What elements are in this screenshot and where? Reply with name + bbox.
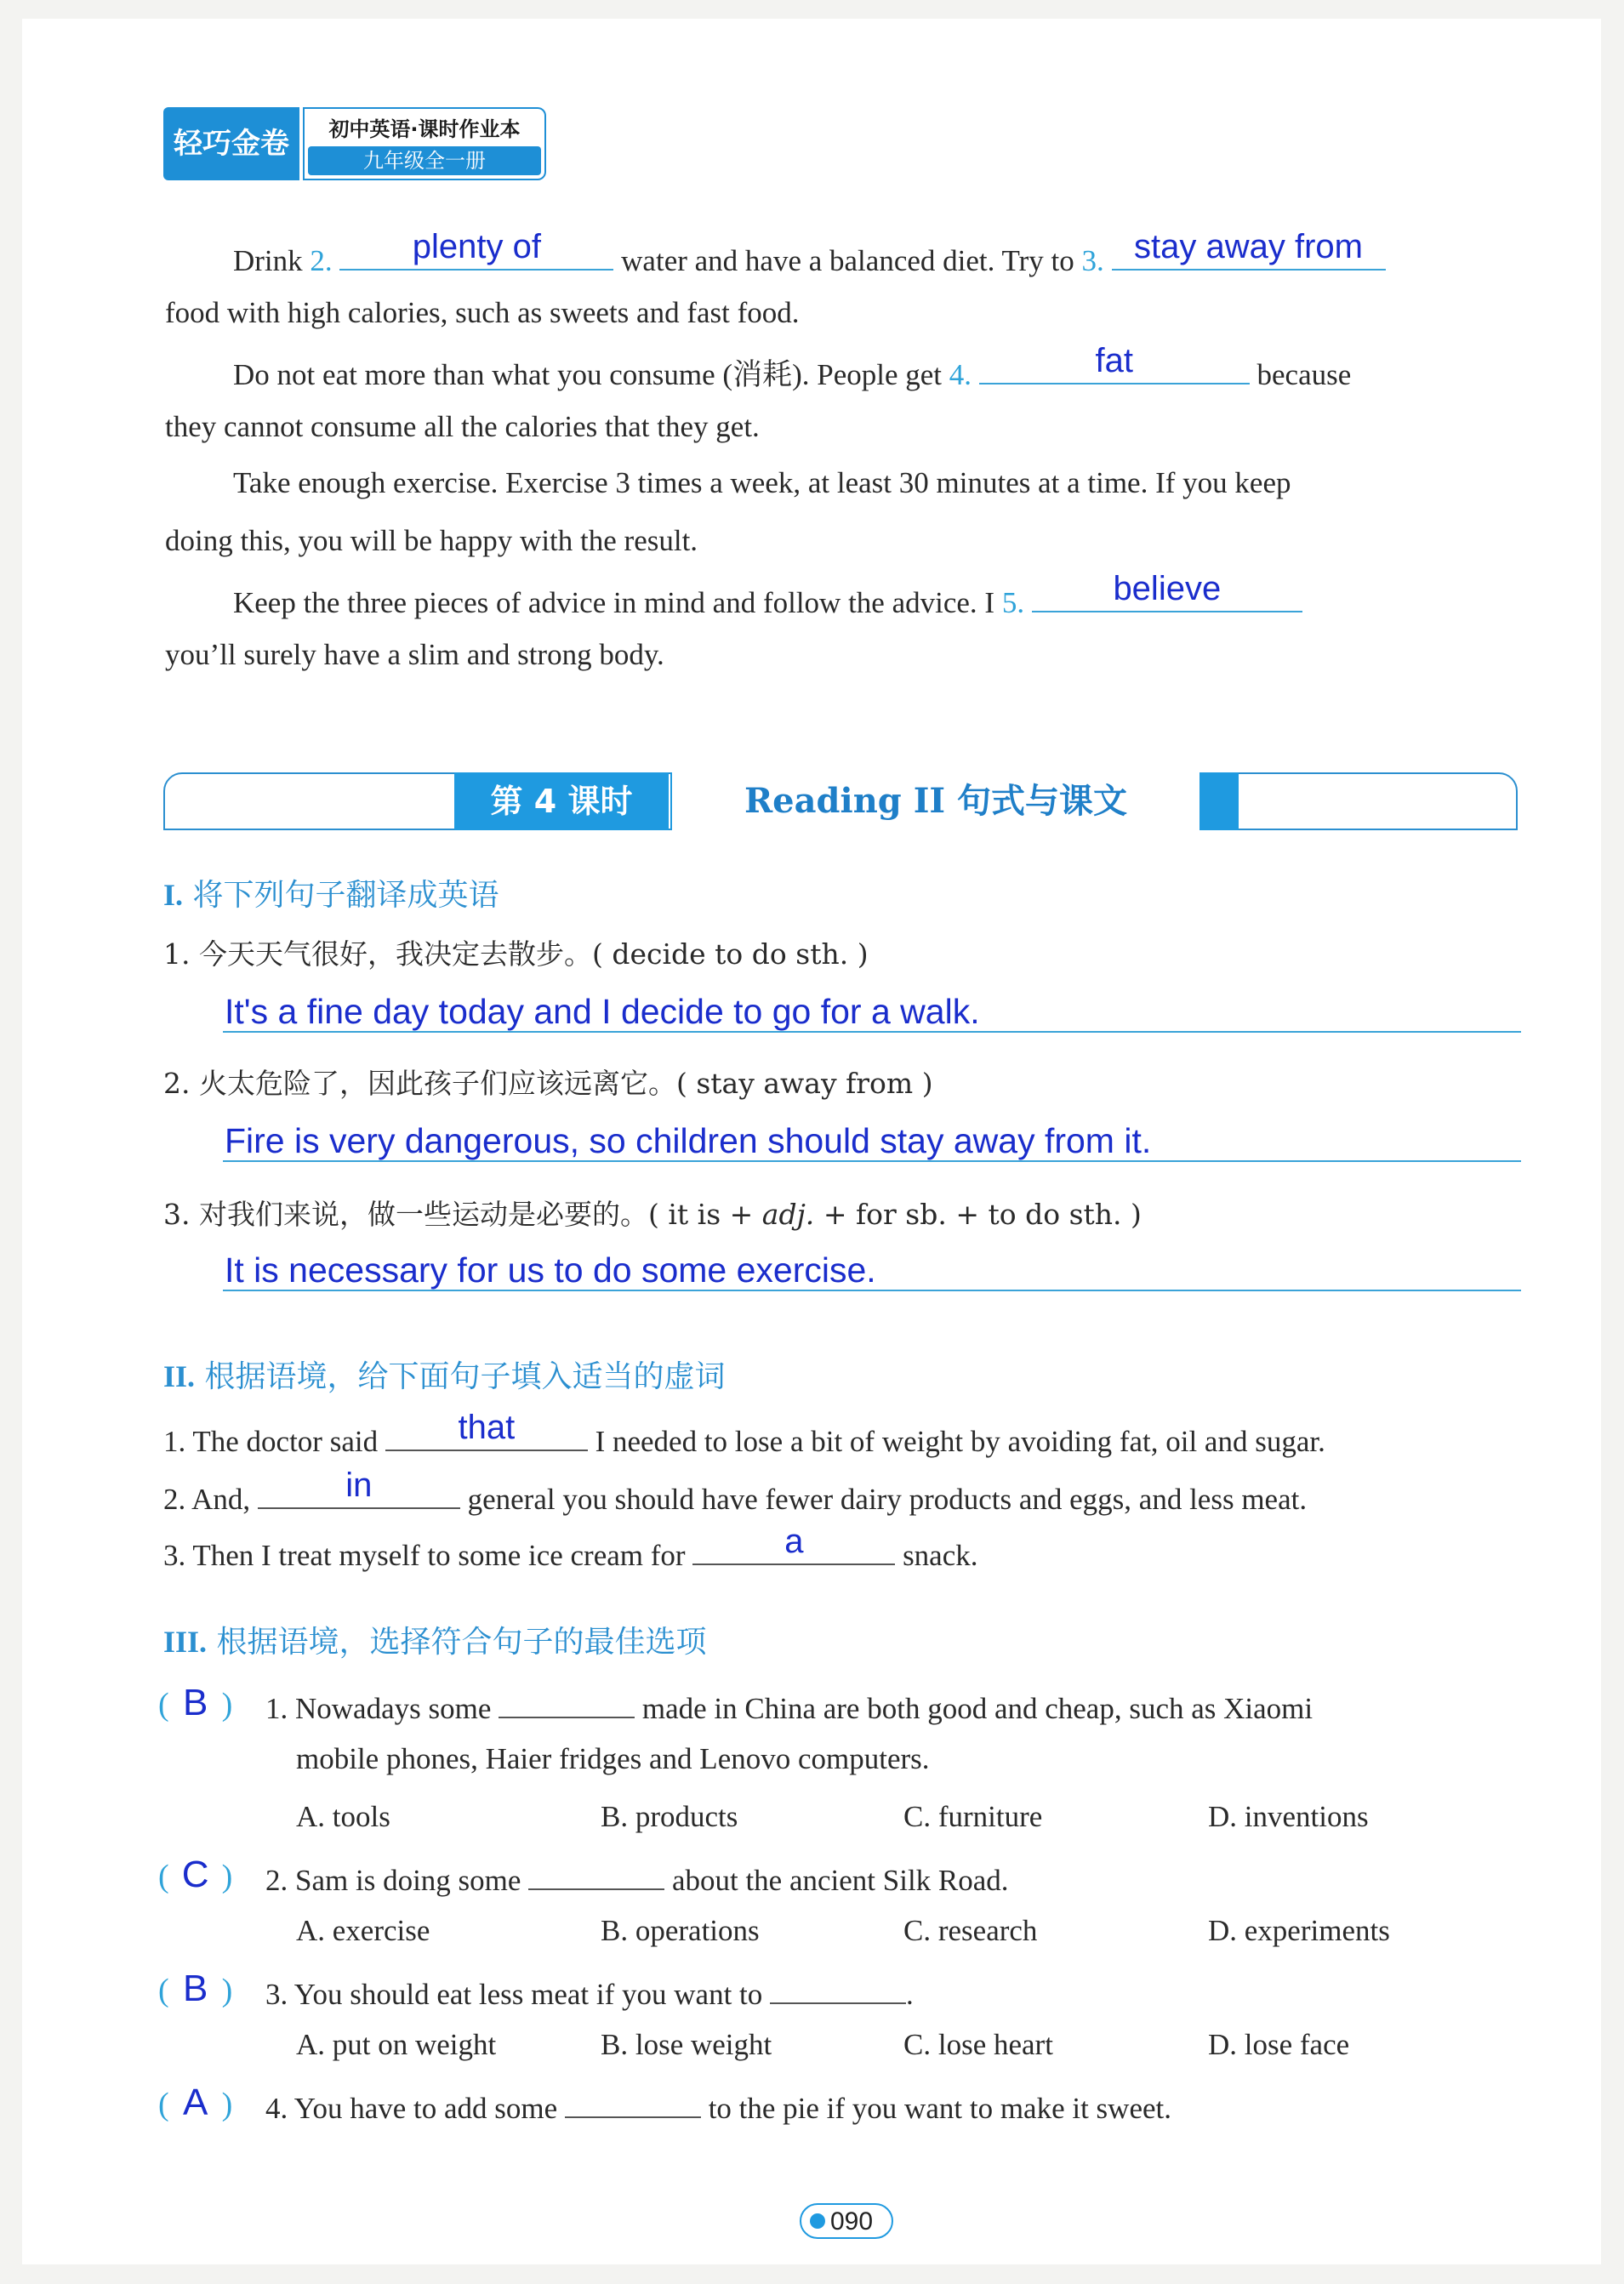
passage-line-7: Keep the three pieces of advice in mind and follow the advice. I 5. believe — [233, 580, 1302, 620]
lesson-title: Reading II 句式与课文 — [670, 772, 1201, 830]
passage-line-4: they cannot consume all the calories that they get. — [165, 410, 760, 443]
s1-answer-3[interactable]: It is necessary for us to do some exercise. — [223, 1250, 1521, 1291]
answer-2: plenty of — [412, 228, 542, 265]
lesson-banner — [163, 772, 1518, 830]
passage-line-8: you’ll surely have a slim and strong body. — [165, 638, 664, 671]
mc-3-option-d[interactable]: D. lose face — [1208, 2028, 1350, 2061]
mc-stem-1-cont: mobile phones, Haier fridges and Lenovo computers. — [296, 1742, 930, 1775]
passage-line-2: food with high calories, such as sweets and fast food. — [165, 296, 800, 329]
mc-3-option-b[interactable]: B. lose weight — [601, 2028, 772, 2061]
mc-2-option-c[interactable]: C. research — [903, 1914, 1038, 1947]
s2-question-2: 2. And, in general you should have fewer dairy products and eggs, and less meat. — [163, 1467, 1308, 1516]
s2-blank-2[interactable]: in — [258, 1477, 460, 1509]
mc-1-option-a[interactable]: A. tools — [296, 1800, 390, 1833]
passage-line-1: Drink 2. plenty of water and have a balanced diet. Try to 3. stay away from — [233, 238, 1386, 278]
page-number-badge — [800, 2203, 893, 2239]
s2-blank-3[interactable]: a — [692, 1533, 895, 1565]
mc-answer-1[interactable]: ( B ) — [158, 1682, 233, 1723]
answer-4: fat — [1095, 342, 1133, 379]
s2-question-1: 1. The doctor said that I needed to lose a bit of weight by avoiding fat, oil and sugar. — [163, 1409, 1325, 1458]
grade-label: 九年级全一册 — [308, 146, 541, 175]
s2-question-3: 3. Then I treat myself to some ice cream for a snack. — [163, 1523, 978, 1572]
mc-stem-3: 3. You should eat less meat if you want to . — [265, 1972, 914, 2012]
mc-2-option-a[interactable]: A. exercise — [296, 1914, 430, 1947]
s1-question-2: 2. 火太危险了，因此孩子们应该远离它。( stay away from ) — [163, 1067, 933, 1100]
brand-logo: 轻巧金卷 — [163, 107, 299, 180]
s1-question-3: 3. 对我们来说，做一些运动是必要的。( it is + adj. + for sb. + to do sth. ) — [163, 1198, 1142, 1231]
mc-stem-4: 4. You have to add some to the pie if you want to make it sweet. — [265, 2086, 1171, 2126]
blank-2[interactable] — [339, 228, 613, 271]
mc-stem-1: 1. Nowadays some made in China are both good and cheap, such as Xiaomi — [265, 1686, 1313, 1726]
mc-2-option-b[interactable]: B. operations — [601, 1914, 760, 1947]
section-1-heading: I. 将下列句子翻译成英语 — [163, 878, 499, 913]
mc-answer-3[interactable]: ( B ) — [158, 1968, 233, 2009]
answer-5: believe — [1113, 570, 1222, 607]
s1-answer-1[interactable]: It's a fine day today and I decide to go for a walk. — [223, 992, 1521, 1033]
answer-3: stay away from — [1134, 228, 1363, 265]
s1-answer-2[interactable]: Fire is very dangerous, so children should stay away from it. — [223, 1121, 1521, 1162]
section-3-heading: III. 根据语境，选择符合句子的最佳选项 — [163, 1625, 707, 1660]
header-logo — [163, 107, 546, 180]
blank-5[interactable] — [1032, 570, 1302, 612]
passage-line-5: Take enough exercise. Exercise 3 times a week, at least 30 minutes at a time. If you keep — [233, 466, 1291, 499]
page-number: 090 — [830, 2207, 874, 2236]
mc-1-option-b[interactable]: B. products — [601, 1800, 738, 1833]
workbook-page — [22, 19, 1601, 2264]
passage-line-6: doing this, you will be happy with the result. — [165, 524, 698, 557]
mc-1-option-c[interactable]: C. furniture — [903, 1800, 1043, 1833]
passage-line-3: Do not eat more than what you consume (消耗). People get 4. fat because — [233, 342, 1352, 391]
mc-3-option-c[interactable]: C. lose heart — [903, 2028, 1053, 2061]
lesson-number: 第 4 课时 — [454, 772, 669, 830]
mc-2-option-d[interactable]: D. experiments — [1208, 1914, 1390, 1947]
mc-1-option-d[interactable]: D. inventions — [1208, 1800, 1369, 1833]
mc-answer-2[interactable]: ( C ) — [158, 1854, 233, 1895]
series-title: 初中英语·课时作业本 — [328, 117, 521, 141]
section-2-heading: II. 根据语境，给下面句子填入适当的虚词 — [163, 1359, 726, 1394]
mc-stem-2: 2. Sam is doing some about the ancient Silk Road. — [265, 1858, 1009, 1898]
s1-question-1: 1. 今天天气很好，我决定去散步。( decide to do sth. ) — [163, 937, 869, 971]
page-dot-icon — [810, 2213, 825, 2229]
s2-blank-1[interactable]: that — [385, 1419, 588, 1451]
mc-3-option-a[interactable]: A. put on weight — [296, 2028, 497, 2061]
blank-3[interactable] — [1112, 228, 1386, 271]
blank-4[interactable] — [979, 342, 1250, 384]
mc-answer-4[interactable]: ( A ) — [158, 2082, 233, 2123]
